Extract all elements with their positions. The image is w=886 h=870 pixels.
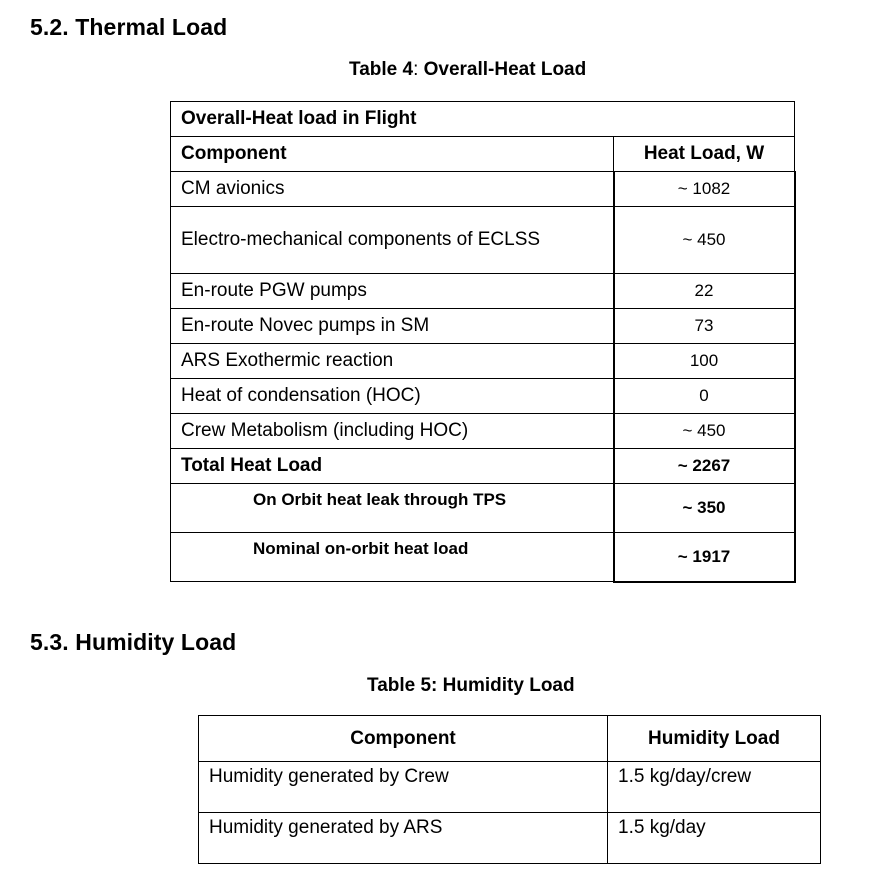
humidity-load-cell: 1.5 kg/day/crew: [608, 762, 821, 813]
heat-load-cell: 73: [614, 309, 795, 344]
heat-load-cell: ~ 450: [614, 414, 795, 449]
component-cell: CM avionics: [171, 172, 614, 207]
table4-caption-colon: :: [413, 59, 419, 80]
table4-caption-label: Table 4: [349, 59, 414, 80]
heat-leak-value: ~ 350: [614, 484, 795, 533]
total-row: [171, 449, 795, 484]
table4-caption: [349, 59, 586, 81]
table-row: [171, 379, 795, 414]
table5-caption: Table 5: Humidity Load: [367, 675, 575, 696]
heat-load-cell: 22: [614, 274, 795, 309]
table-row: [171, 414, 795, 449]
component-cell: ARS Exothermic reaction: [171, 344, 614, 379]
table5-header-component: Component: [199, 716, 608, 762]
humidity-load-cell: 1.5 kg/day: [608, 813, 821, 864]
table4-title: Overall-Heat load in Flight: [171, 102, 795, 137]
table4-title-row: [171, 102, 795, 137]
table-row: [171, 344, 795, 379]
table4-caption-title: Overall-Heat Load: [418, 59, 587, 80]
total-value: ~ 2267: [614, 449, 795, 484]
table-row: [199, 762, 821, 813]
heat-load-cell: 0: [614, 379, 795, 414]
table4-header-component: Component: [171, 137, 614, 172]
section-heading-humidity-load: 5.3. Humidity Load: [30, 629, 237, 655]
component-cell: Heat of condensation (HOC): [171, 379, 614, 414]
table-row: [171, 274, 795, 309]
heat-leak-row: [171, 484, 795, 533]
heat-leak-label: On Orbit heat leak through TPS: [171, 484, 614, 533]
nominal-heat-value: ~ 1917: [614, 533, 795, 582]
heat-load-cell: 100: [614, 344, 795, 379]
component-cell: Electro-mechanical components of ECLSS: [171, 207, 614, 274]
component-cell: En-route PGW pumps: [171, 274, 614, 309]
table4-header-row: [171, 137, 795, 172]
section-heading-thermal-load: 5.2. Thermal Load: [30, 14, 228, 40]
table-row: [171, 207, 795, 274]
component-cell: En-route Novec pumps in SM: [171, 309, 614, 344]
component-cell: Humidity generated by ARS: [199, 813, 608, 864]
table4-header-heat-load: Heat Load, W: [614, 137, 795, 172]
heat-load-cell: ~ 450: [614, 207, 795, 274]
humidity-load-table: [198, 715, 821, 864]
heat-load-cell: ~ 1082: [614, 172, 795, 207]
table5-header-humidity-load: Humidity Load: [608, 716, 821, 762]
table-row: [171, 309, 795, 344]
table-row: [171, 172, 795, 207]
component-cell: Crew Metabolism (including HOC): [171, 414, 614, 449]
nominal-heat-row: [171, 533, 795, 582]
overall-heat-load-table: [170, 101, 796, 583]
table5-header-row: [199, 716, 821, 762]
table-row: [199, 813, 821, 864]
component-cell: Humidity generated by Crew: [199, 762, 608, 813]
total-label: Total Heat Load: [171, 449, 614, 484]
nominal-heat-label: Nominal on-orbit heat load: [171, 533, 614, 582]
